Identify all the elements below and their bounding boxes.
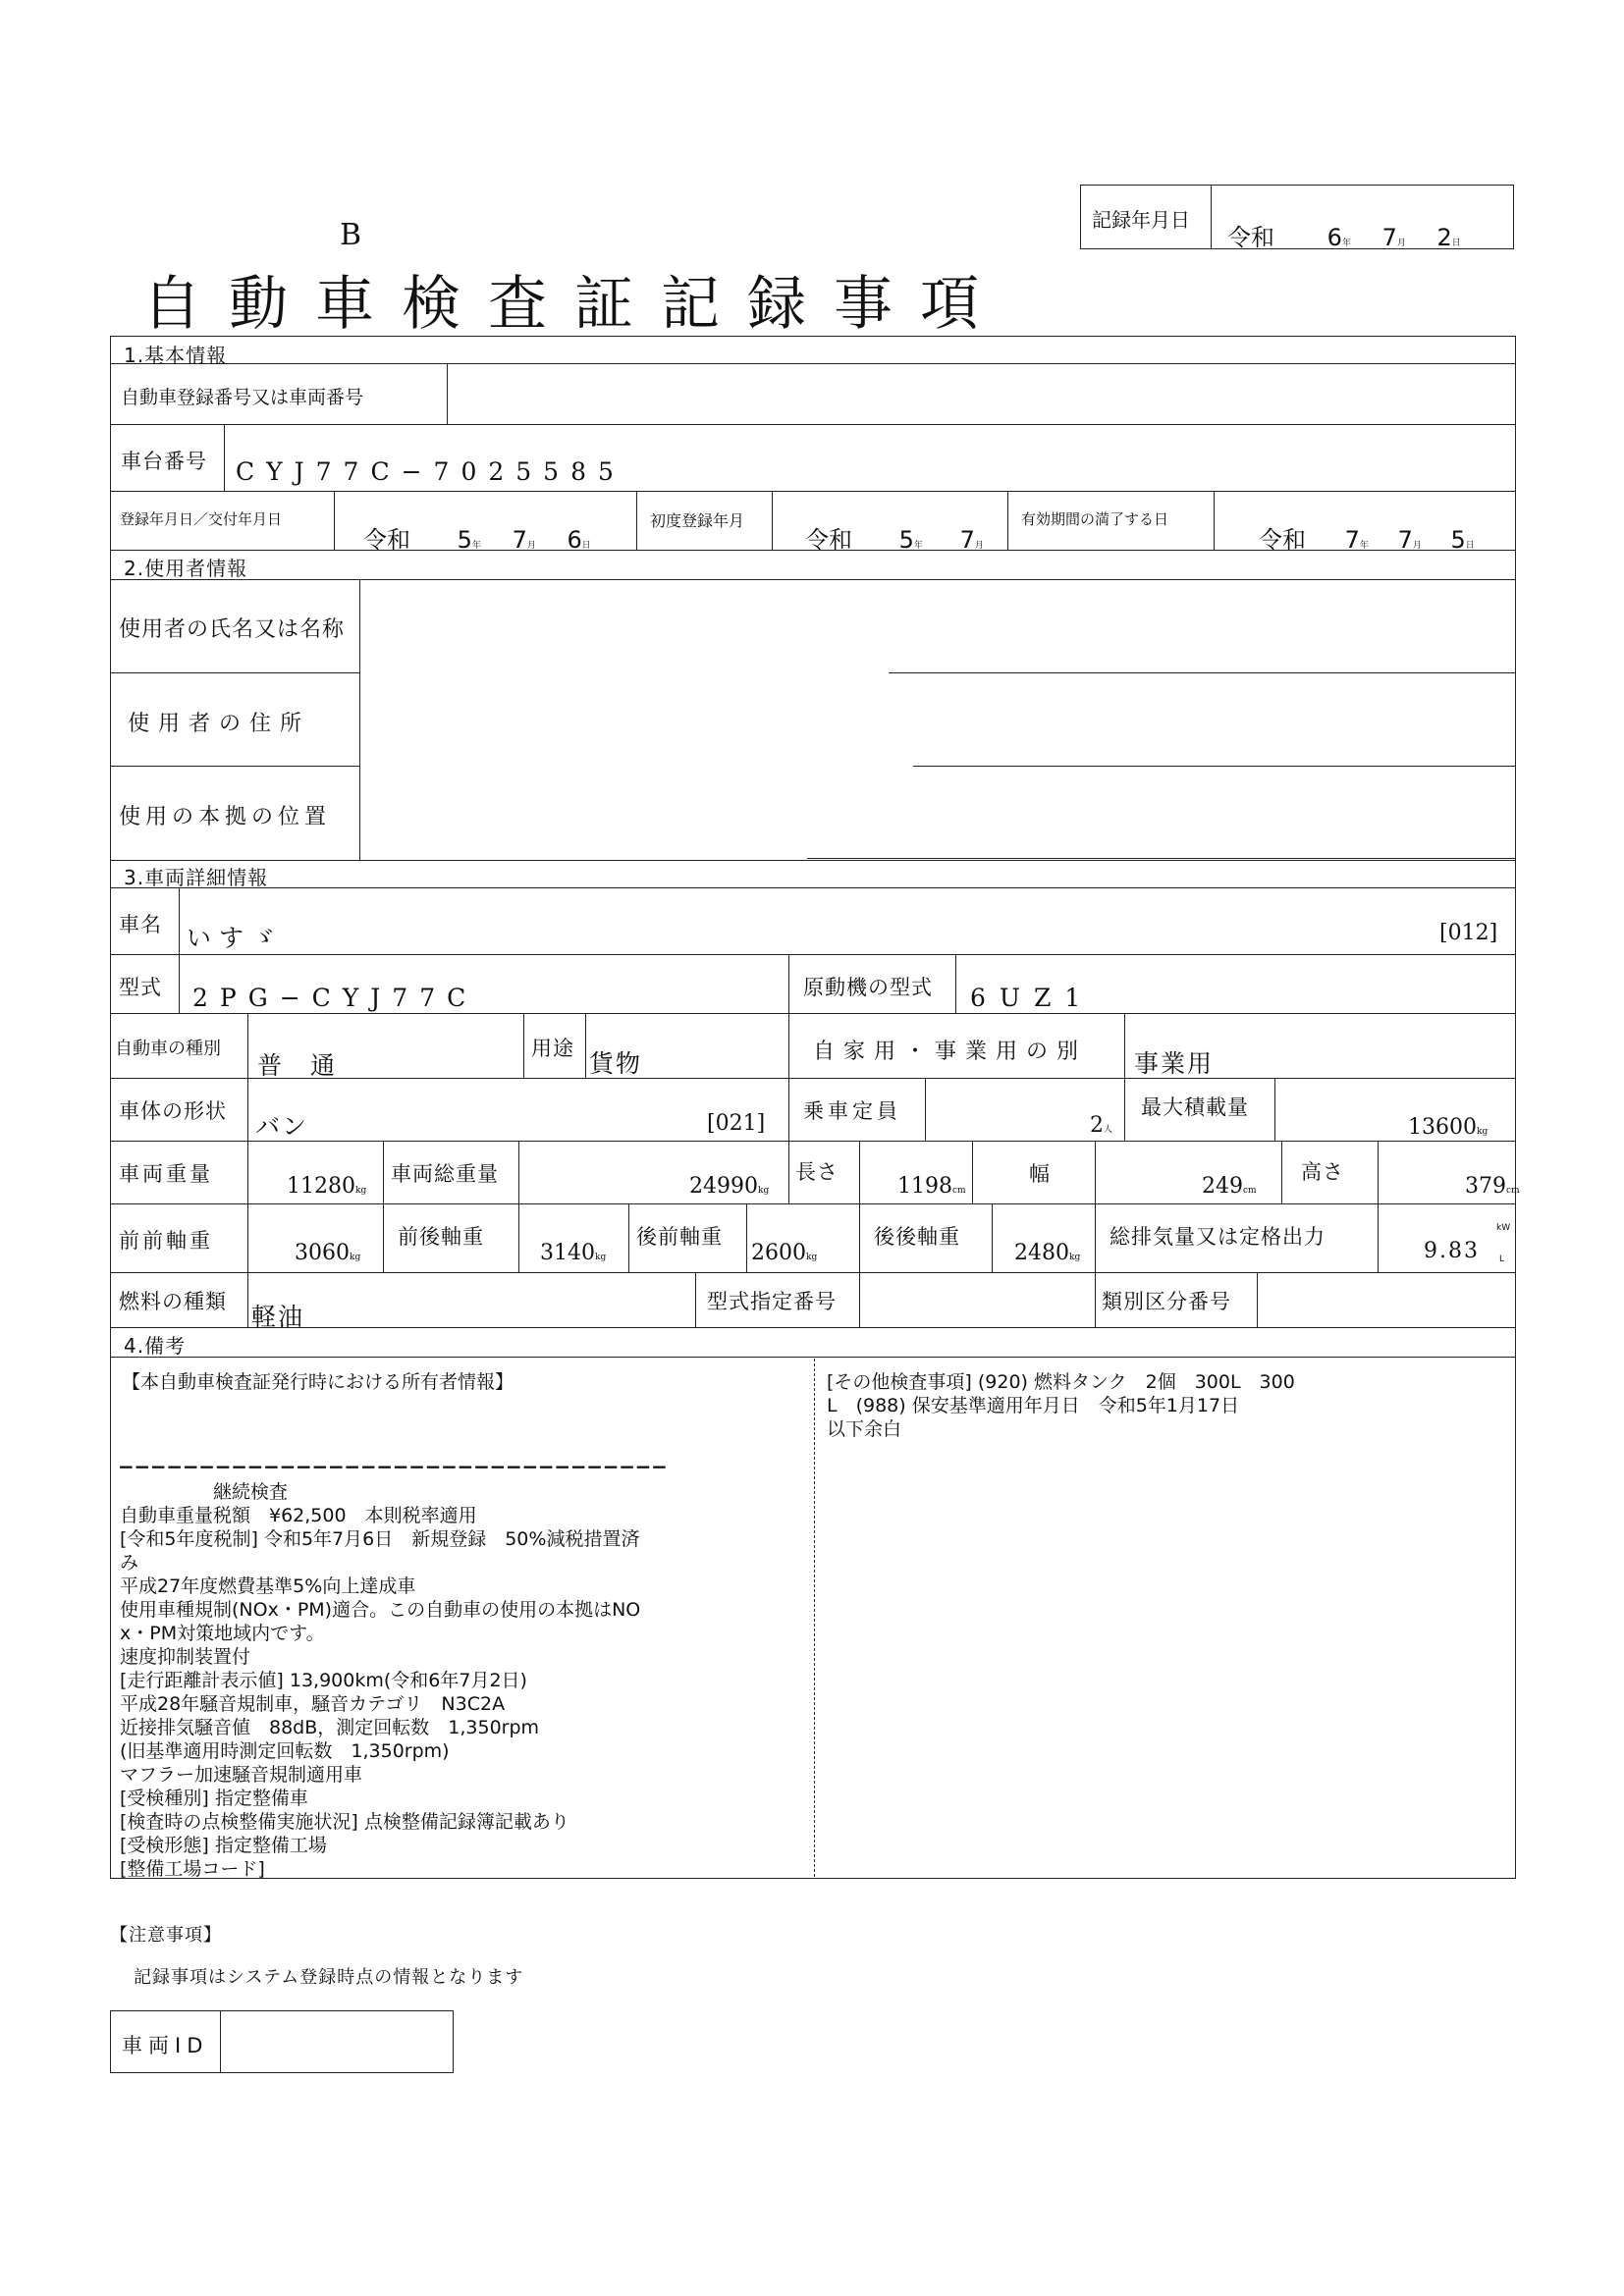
- section1-heading: 1.基本情報: [124, 344, 228, 367]
- make-value: いすゞ: [187, 924, 285, 952]
- fr-axle-value: 3140kg: [540, 1241, 607, 1265]
- remark-line: [受検種別] 指定整備車: [120, 1788, 308, 1809]
- remark-line: x・PM対策地域内です。: [120, 1623, 325, 1644]
- section2-heading: 2.使用者情報: [124, 557, 248, 580]
- left-remarks: [120, 1480, 807, 1881]
- remark-line: 速度抑制装置付: [120, 1646, 251, 1668]
- first-reg-label: 初度登録年月: [650, 511, 745, 530]
- fr-axle-label: 前後軸重: [398, 1225, 484, 1249]
- height-value: 379cm: [1465, 1174, 1520, 1199]
- vehicle-id-label: 車両ID: [122, 2034, 209, 2057]
- rf-axle-value: 2600kg: [751, 1241, 818, 1265]
- chassis-value: CYJ77C−7025585: [236, 457, 625, 486]
- rr-axle-value: 2480kg: [1014, 1241, 1081, 1265]
- height-label: 高さ: [1301, 1160, 1344, 1184]
- other-inspection-line: L (988) 保安基準適用年月日 令和5年1月17日: [827, 1395, 1240, 1416]
- remark-line: 近接排気騒音値 88dB，測定回転数 1,350rpm: [120, 1717, 540, 1738]
- remark-line: 平成28年騒音規制車，騒音カテゴリ N3C2A: [120, 1693, 506, 1715]
- rf-axle-label: 後前軸重: [636, 1225, 723, 1249]
- base-location-label: 使用の本拠の位置: [119, 805, 332, 829]
- owner-heading: 【本自動車検査証発行時における所有者情報】: [122, 1371, 514, 1393]
- ff-axle-value: 3060kg: [295, 1241, 361, 1265]
- body-label: 車体の形状: [119, 1099, 227, 1123]
- user-name-label: 使用者の氏名又は名称: [119, 617, 346, 642]
- user-address-label: 使用者の住所: [128, 712, 311, 736]
- weight-label: 車両重量: [119, 1162, 213, 1186]
- reg-date-label: 登録年月日／交付年月日: [120, 510, 283, 528]
- gross-label: 車両総重量: [391, 1162, 499, 1186]
- remark-line: マフラー加速騒音規制適用車: [120, 1764, 363, 1786]
- body-code: [021]: [707, 1111, 766, 1136]
- other-inspection-line: 以下余白: [827, 1418, 902, 1440]
- capacity-value: 2人: [1090, 1113, 1113, 1138]
- gross-value: 24990kg: [689, 1174, 770, 1199]
- private-business-value: 事業用: [1134, 1049, 1215, 1078]
- fuel-value: 軽油: [251, 1303, 305, 1331]
- fuel-label: 燃料の種類: [119, 1290, 227, 1313]
- remark-line: み: [120, 1552, 139, 1574]
- record-date-value: 令和 6年 7月 2日: [1227, 224, 1461, 251]
- make-label: 車名: [119, 913, 162, 936]
- model-label: 型式: [119, 976, 162, 999]
- remark-line: [受検形態] 指定整備工場: [120, 1835, 327, 1856]
- section3-heading: 3.車両詳細情報: [124, 866, 269, 889]
- displacement-value: 9.83: [1424, 1239, 1480, 1263]
- displacement-unit-l: L: [1499, 1255, 1505, 1264]
- max-load-value: 13600kg: [1408, 1115, 1489, 1140]
- category-label: 自動車の種別: [115, 1039, 221, 1059]
- reg-date-value: 令和 5年 7月 6日: [363, 526, 591, 554]
- category-value: 普 通: [257, 1051, 338, 1080]
- remark-line: [検査時の点検整備実施状況] 点検整備記録簿記載あり: [120, 1811, 569, 1833]
- remark-line: [整備工場コード]: [120, 1858, 265, 1880]
- width-label: 幅: [1029, 1162, 1051, 1186]
- page-title: 自動車検査証記録事項: [142, 270, 1006, 339]
- chassis-label: 車台番号: [121, 450, 207, 473]
- use-label: 用途: [531, 1037, 574, 1060]
- class-label: 類別区分番号: [1102, 1290, 1231, 1313]
- first-reg-value: 令和 5年 7月: [805, 526, 984, 554]
- remark-line: 自動車重量税額 ¥62,500 本則税率適用: [120, 1505, 477, 1526]
- section4-heading: 4.備考: [124, 1334, 187, 1358]
- form-letter: B: [340, 218, 362, 252]
- displacement-label: 総排気量又は定格出力: [1110, 1225, 1326, 1249]
- weight-value: 11280kg: [287, 1174, 367, 1199]
- remark-line: [走行距離計表示値] 13,900km(令和6年7月2日): [120, 1670, 527, 1691]
- displacement-unit-kw: kW: [1496, 1223, 1511, 1233]
- engine-label: 原動機の型式: [803, 976, 933, 999]
- max-load-label: 最大積載量: [1141, 1095, 1249, 1119]
- ff-axle-label: 前前軸重: [119, 1229, 213, 1253]
- caution-text: 記録事項はシステム登録時点の情報となります: [134, 1967, 524, 1988]
- private-business-label: 自家用・事業用の別: [813, 1040, 1088, 1064]
- rr-axle-label: 後後軸重: [874, 1225, 960, 1249]
- record-date-label: 記録年月日: [1092, 208, 1190, 232]
- use-value: 貨物: [589, 1049, 643, 1078]
- width-value: 249cm: [1202, 1174, 1257, 1199]
- other-inspection-line: [その他検査事項] (920) 燃料タンク 2個 300L 300: [827, 1371, 1295, 1393]
- capacity-label: 乗車定員: [803, 1099, 901, 1123]
- expiry-label: 有効期間の満了する日: [1021, 510, 1169, 528]
- caution-heading: 【注意事項】: [110, 1925, 222, 1946]
- reg-number-label: 自動車登録番号又は車両番号: [121, 387, 364, 408]
- model-value: 2PG−CYJ77C: [192, 984, 478, 1012]
- remark-line: 平成27年度燃費基準5%向上達成車: [120, 1575, 416, 1597]
- remark-line: (旧基準適用時測定回転数 1,350rpm): [120, 1740, 450, 1762]
- remark-line: 継続検査: [120, 1481, 289, 1503]
- body-value: バン: [255, 1112, 309, 1141]
- make-code: [012]: [1439, 921, 1498, 945]
- length-label: 長さ: [795, 1160, 839, 1184]
- dash-line: −−−−−−−−−−−−−−−−−−−−−−−−−−−−−−−−−−: [118, 1455, 668, 1478]
- right-remarks: [827, 1370, 1509, 1441]
- remark-line: 使用車種規制(NOx・PM)適合。この自動車の使用の本拠はNO: [120, 1599, 641, 1621]
- type-designation-label: 型式指定番号: [707, 1290, 837, 1313]
- engine-value: 6UZ1: [970, 984, 1095, 1012]
- expiry-value: 令和 7年 7月 5日: [1259, 526, 1475, 554]
- remark-line: [令和5年度税制] 令和5年7月6日 新規登録 50%減税措置済: [120, 1528, 640, 1550]
- remarks-divider: [814, 1359, 815, 1877]
- length-value: 1198cm: [897, 1174, 966, 1199]
